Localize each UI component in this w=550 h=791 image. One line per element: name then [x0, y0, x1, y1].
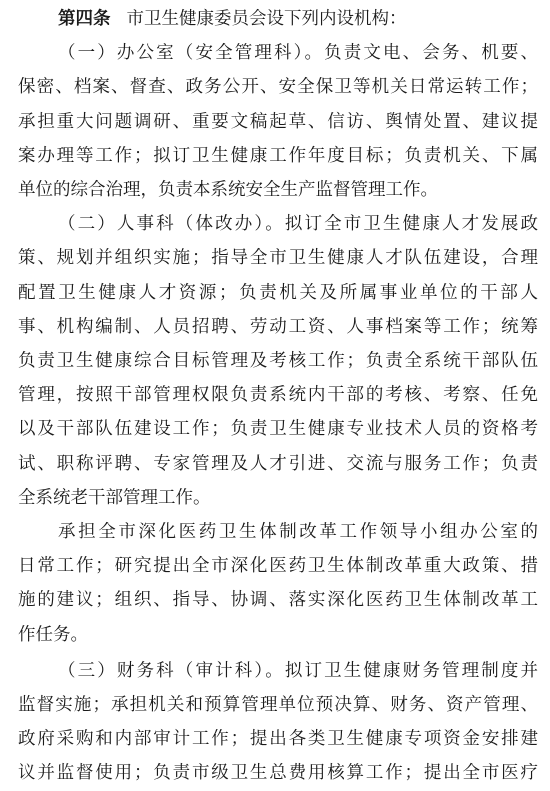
paragraph-line: 管理，按照干部管理权限负责系统内干部的考核、考察、任免 [18, 385, 538, 406]
paragraph-line: 施的建议；组织、指导、协调、落实深化医药卫生体制改革工 [18, 590, 538, 611]
paragraph-line: （二）人事科（体改办）。拟订全市卫生健康人才发展政 [58, 214, 538, 235]
paragraph-line: 保密、档案、督查、政务公开、安全保卫等机关日常运转工作； [18, 77, 538, 98]
paragraph-line: （一）办公室（安全管理科）。负责文电、会务、机要、 [58, 43, 538, 64]
paragraph-line: 承担全市深化医药卫生体制改革工作领导小组办公室的 [58, 522, 538, 542]
paragraph-line: 单位的综合治理，负责本系统安全生产监督管理工作。 [18, 180, 438, 200]
paragraph-line: 作任务。 [18, 624, 88, 645]
paragraph-line: 政府采购和内部审计工作；提出各类卫生健康专项资金安排建 [18, 729, 538, 750]
paragraph-line: 试、职称评聘、专家管理及人才引进、交流与服务工作；负责 [18, 453, 538, 474]
paragraph-line: 全系统老干部管理工作。 [18, 487, 211, 508]
article-heading: 第四条 [58, 9, 111, 29]
paragraph-line: 议并监督使用；负责市级卫生总费用核算工作；提出全市医疗 [18, 763, 538, 784]
paragraph-line: 日常工作；研究提出全市深化医药卫生体制改革重大政策、措 [18, 556, 538, 577]
paragraph-line: 负责卫生健康综合目标管理及考核工作；负责全系统干部队伍 [18, 351, 538, 371]
paragraph-line: （三）财务科（审计科）。拟订卫生健康财务管理制度并 [58, 660, 538, 681]
paragraph-line: 策、规划并组织实施；指导全市卫生健康人才队伍建设，合理 [18, 248, 538, 269]
paragraph-line: 承担重大问题调研、重要文稿起草、信访、舆情处置、建议提 [18, 111, 538, 132]
paragraph-line: 监督实施；承担机关和预算管理单位预决算、财务、资产管理、 [18, 695, 538, 715]
paragraph-line: 以及干部队伍建设工作；负责卫生健康专业技术人员的资格考 [18, 419, 538, 440]
article-heading-line [58, 2, 538, 36]
paragraph-line: 事、机构编制、人员招聘、劳动工资、人事档案等工作；统筹 [18, 316, 538, 337]
article-intro: 市卫生健康委员会设下列内设机构： [126, 9, 407, 29]
paragraph-line: 案办理等工作；拟订卫生健康工作年度目标；负责机关、下属 [18, 145, 538, 166]
paragraph-line: 配置卫生健康人才资源；负责机关及所属事业单位的干部人 [18, 282, 538, 303]
